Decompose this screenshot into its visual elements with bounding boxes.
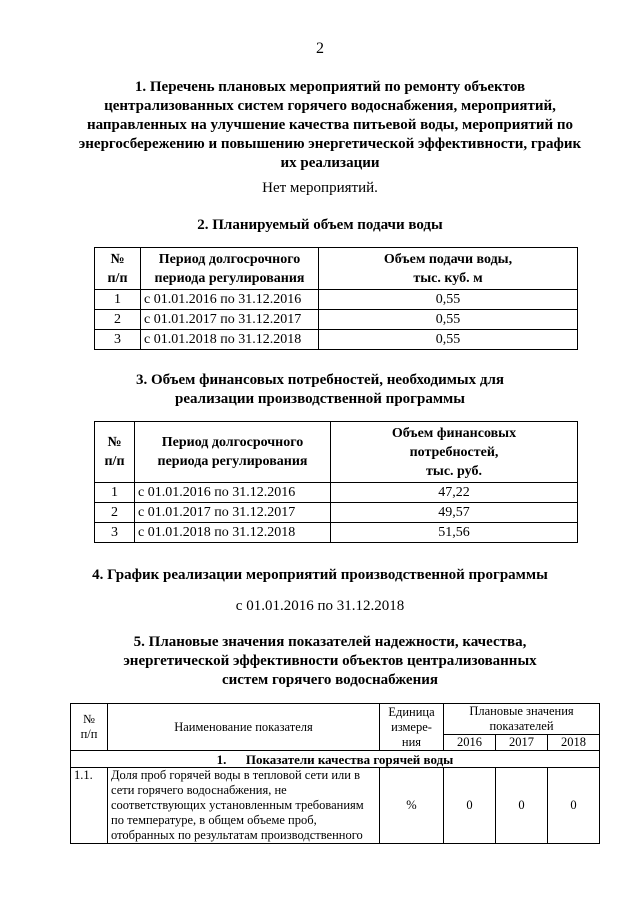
row-value: 49,57 bbox=[331, 503, 578, 523]
header-period-line: Период долгосрочного bbox=[161, 435, 304, 450]
header-year: 2017 bbox=[496, 735, 548, 751]
header-year: 2018 bbox=[548, 735, 600, 751]
section5-title-line: систем горячего водоснабжения bbox=[222, 672, 438, 688]
header-num-line: № bbox=[107, 435, 122, 450]
header-unit-line: Единица bbox=[388, 704, 435, 719]
header-financial bbox=[331, 422, 578, 483]
section1-title-line: энергосбережению и повышению энергетической эффективности, график bbox=[78, 136, 582, 152]
table-row bbox=[71, 768, 600, 844]
header-num-line: № bbox=[110, 251, 125, 267]
table-row bbox=[95, 523, 578, 543]
header-volume-line: Объем подачи воды, bbox=[383, 251, 513, 267]
row-num: 2 bbox=[95, 503, 135, 523]
row-value: 51,56 bbox=[331, 523, 578, 543]
row-period: с 01.01.2016 по 31.12.2016 bbox=[135, 483, 331, 503]
section1-note: Нет мероприятий. bbox=[262, 180, 378, 196]
row-value-2016: 0 bbox=[444, 768, 496, 844]
row-num: 3 bbox=[95, 330, 141, 350]
header-period-line: периода регулирования bbox=[157, 454, 308, 469]
header-planned-line: показателей bbox=[489, 719, 554, 733]
row-num: 1.1. bbox=[71, 768, 108, 844]
table-row bbox=[95, 483, 578, 503]
row-value: 47,22 bbox=[331, 483, 578, 503]
indicators-table bbox=[70, 703, 600, 844]
header-num-line: п/п bbox=[107, 270, 128, 286]
page-number: 2 bbox=[316, 40, 324, 57]
row-period: с 01.01.2016 по 31.12.2016 bbox=[141, 290, 319, 310]
header-period-line: периода регулирования bbox=[154, 270, 305, 286]
row-description-line: по температуре, в общем объеме проб, bbox=[111, 813, 317, 827]
row-value: 0,55 bbox=[319, 310, 578, 330]
row-period: с 01.01.2018 по 31.12.2018 bbox=[135, 523, 331, 543]
header-period-line: Период долгосрочного bbox=[158, 251, 301, 267]
header-volume bbox=[319, 248, 578, 290]
row-value: 0,55 bbox=[319, 330, 578, 350]
section3-title-line: 3. Объем финансовых потребностей, необходимых для bbox=[135, 372, 505, 388]
row-description-line: Доля проб горячей воды в тепловой сети или в bbox=[111, 768, 360, 782]
header-period bbox=[141, 248, 319, 290]
header-num-line: п/п bbox=[104, 454, 125, 469]
section5-title bbox=[60, 633, 600, 690]
water-supply-table bbox=[94, 247, 578, 350]
header-unit-line: измере- bbox=[391, 719, 432, 734]
header-financial-line: потребностей, bbox=[409, 444, 499, 460]
header-unit-line: ния bbox=[401, 734, 422, 749]
subsection-row bbox=[71, 751, 600, 768]
row-period: с 01.01.2018 по 31.12.2018 bbox=[141, 330, 319, 350]
table-row bbox=[95, 290, 578, 310]
header-period bbox=[135, 422, 331, 483]
row-value-2018: 0 bbox=[548, 768, 600, 844]
row-period: с 01.01.2017 по 31.12.2017 bbox=[135, 503, 331, 523]
section1-title bbox=[60, 78, 600, 173]
row-num: 2 bbox=[95, 310, 141, 330]
section5-title-line: 5. Плановые значения показателей надежности, качества, bbox=[133, 634, 527, 650]
header-num bbox=[71, 704, 108, 751]
section1-title-line: централизованных систем горячего водоснабжения, мероприятий, bbox=[104, 98, 556, 114]
table-header-row bbox=[95, 248, 578, 290]
section3-title-line: реализации производственной программы bbox=[175, 391, 465, 407]
header-planned-values bbox=[444, 704, 600, 735]
row-period: с 01.01.2017 по 31.12.2017 bbox=[141, 310, 319, 330]
header-financial-line: Объем финансовых bbox=[391, 425, 517, 441]
table-header-row bbox=[95, 422, 578, 483]
row-num: 3 bbox=[95, 523, 135, 543]
section5-title-line: энергетической эффективности объектов централизованных bbox=[123, 653, 537, 669]
row-unit: % bbox=[380, 768, 444, 844]
section1-title-line: направленных на улучшение качества питьевой воды, мероприятий по bbox=[86, 117, 574, 133]
financial-needs-table bbox=[94, 421, 578, 543]
row-value: 0,55 bbox=[319, 290, 578, 310]
section3-title bbox=[0, 371, 640, 409]
header-unit bbox=[380, 704, 444, 751]
header-num bbox=[95, 248, 141, 290]
table-row bbox=[95, 330, 578, 350]
row-description-line: сети горячего водоснабжения, не bbox=[111, 783, 287, 797]
row-description-line: отобранных по результатам производственного bbox=[111, 828, 363, 842]
section4-title: 4. График реализации мероприятий производственной программы bbox=[92, 567, 548, 583]
row-num: 1 bbox=[95, 483, 135, 503]
subsection-title: 1. Показатели качества горячей воды bbox=[71, 751, 600, 768]
header-num-line: п/п bbox=[80, 727, 98, 741]
section2-title: 2. Планируемый объем подачи воды bbox=[197, 217, 443, 233]
table-row bbox=[95, 503, 578, 523]
table-row bbox=[95, 310, 578, 330]
row-value-2017: 0 bbox=[496, 768, 548, 844]
row-description-line: соответствующих установленным требованиям bbox=[111, 798, 364, 812]
header-year: 2016 bbox=[444, 735, 496, 751]
row-num: 1 bbox=[95, 290, 141, 310]
header-financial-line: тыс. руб. bbox=[426, 463, 482, 479]
table-header-row bbox=[71, 704, 600, 735]
header-indicator-name: Наименование показателя bbox=[108, 704, 380, 751]
section1-title-line: их реализации bbox=[280, 155, 380, 171]
row-description bbox=[108, 768, 380, 844]
header-volume-line: тыс. куб. м bbox=[413, 270, 483, 286]
header-num bbox=[95, 422, 135, 483]
header-planned-line: Плановые значения bbox=[469, 704, 574, 718]
header-num-line: № bbox=[83, 712, 95, 726]
section4-period: с 01.01.2016 по 31.12.2018 bbox=[235, 598, 405, 614]
section1-title-line: 1. Перечень плановых мероприятий по ремонту объектов bbox=[134, 79, 526, 95]
